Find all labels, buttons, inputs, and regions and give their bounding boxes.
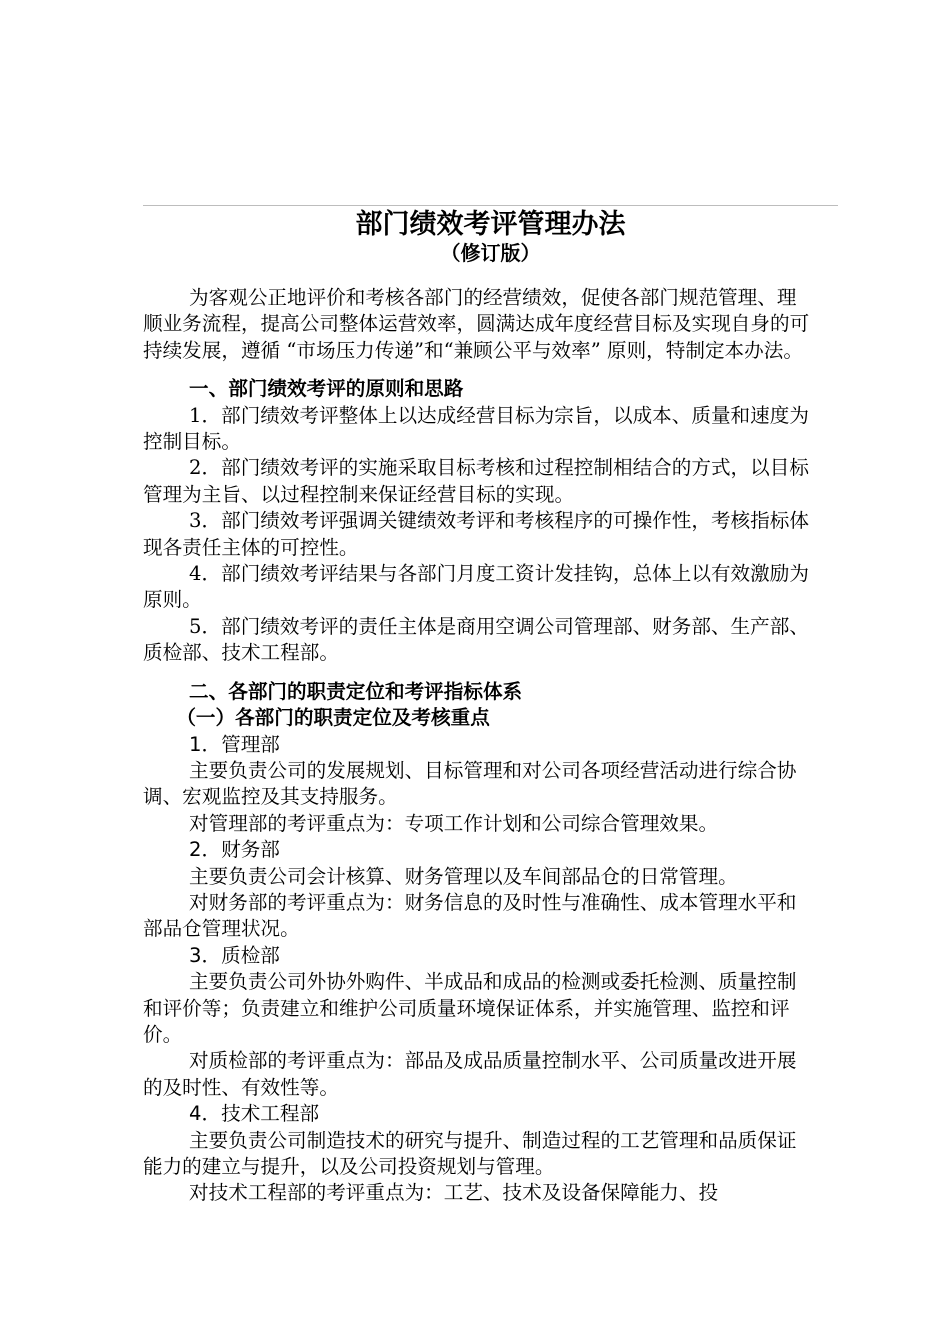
department-duty: 主要负责公司会计核算、财务管理以及车间部品仓的日常管理。	[189, 864, 738, 888]
document-title: 部门绩效考评管理办法	[355, 209, 626, 240]
section-2-heading: 二、各部门的职责定位和考评指标体系	[189, 679, 523, 703]
intro-paragraph: 为客观公正地评价和考核各部门的经营绩效，促使各部门规范管理、理顺业务流程，提高公司整体运营效率，圆满达成年度经营目标及实现自身的可持续发展，遵循 “市场压力传递”和“兼顾公平与效率” 原则，特制定本办法。	[143, 286, 810, 362]
document-body	[143, 285, 813, 1207]
department-heading: 1．管理部	[189, 732, 280, 756]
department-focus: 对管理部的考评重点为：专项工作计划和公司综合管理效果。	[189, 811, 719, 835]
section-1-item: 2．部门绩效考评的实施采取目标考核和过程控制相结合的方式，以目标管理为主旨、以过程控制来保证经营目标的实现。	[143, 456, 809, 506]
department-heading: 4．技术工程部	[189, 1102, 320, 1126]
section-1-item: 3．部门绩效考评强调关键绩效考评和考核程序的可操作性，考核指标体现各责任主体的可控性。	[143, 509, 809, 559]
section-1-item: 5．部门绩效考评的责任主体是商用空调公司管理部、财务部、生产部、质检部、技术工程部。	[143, 614, 809, 665]
department-focus: 对质检部的考评重点为：部品及成品质量控制水平、公司质量改进开展的及时性、有效性等。	[143, 1049, 797, 1099]
department-duty: 主要负责公司外协外购件、半成品和成品的检测或委托检测、质量控制和评价等；负责建立和维护公司质量环境保证体系，并实施管理、监控和评价。	[143, 970, 797, 1046]
section-2-subheading: （一）各部门的职责定位及考核重点	[176, 706, 490, 730]
department-heading: 3．质检部	[189, 943, 280, 967]
department-heading: 2．财务部	[189, 838, 280, 862]
document-subtitle: （修订版）	[440, 241, 541, 265]
department-duty: 主要负责公司制造技术的研究与提升、制造过程的工艺管理和品质保证能力的建立与提升，以及公司投资规划与管理。	[143, 1128, 797, 1178]
section-1-item: 4．部门绩效考评结果与各部门月度工资计发挂钩，总体上以有效激励为原则。	[143, 562, 809, 612]
department-duty: 主要负责公司的发展规划、目标管理和对公司各项经营活动进行综合协调、宏观监控及其支持服务。	[143, 758, 797, 809]
section-1-item: 1．部门绩效考评整体上以达成经营目标为宗旨，以成本、质量和速度为控制目标。	[143, 403, 809, 454]
header-divider	[143, 205, 838, 206]
department-focus: 对技术工程部的考评重点为：工艺、技术及设备保障能力、投	[189, 1181, 719, 1205]
department-focus: 对财务部的考评重点为：财务信息的及时性与准确性、成本管理水平和部品仓管理状况。	[143, 890, 797, 941]
section-1-heading: 一、部门绩效考评的原则和思路	[189, 377, 464, 401]
